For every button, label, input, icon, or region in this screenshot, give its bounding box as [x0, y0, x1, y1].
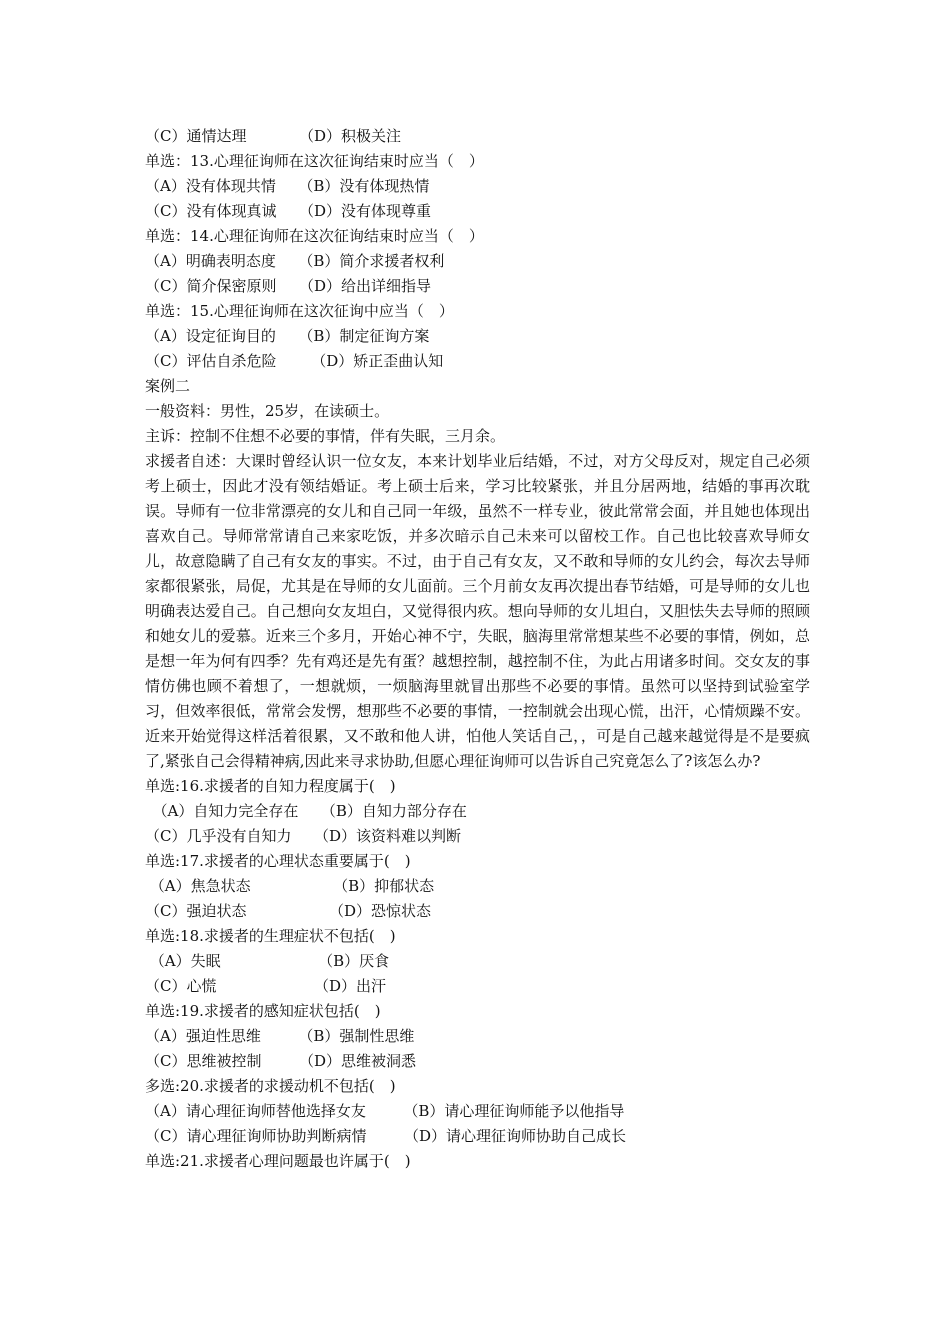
case-heading: 案例二	[145, 377, 191, 395]
question-16: 单选:16.求援者的自知力程度属于( )	[145, 777, 396, 795]
question-15: 单选：15.心理征询师在这次征询中应当（ ）	[145, 302, 454, 320]
option-line: （C）简介保密原则 （D）给出详细指导	[145, 277, 432, 295]
chief-complaint: 主诉：控制不住想不必要的事情，伴有失眠，三月余。	[145, 427, 506, 445]
option-line: （A）设定征询目的 （B）制定征询方案	[145, 327, 430, 345]
option-line: （A）强迫性思维 （B）强制性思维	[145, 1027, 415, 1045]
option-line: （A）请心理征询师替他选择女友 （B）请心理征询师能予以他指导	[145, 1102, 625, 1120]
option-line: （A）焦急状态 （B）抑郁状态	[145, 877, 435, 895]
question-20: 多选:20.求援者的求援动机不包括( )	[145, 1077, 396, 1095]
question-13: 单选：13.心理征询师在这次征询结束时应当（ ）	[145, 152, 484, 170]
question-14: 单选：14.心理征询师在这次征询结束时应当（ ）	[145, 227, 484, 245]
option-line: （C）请心理征询师协助判断病情 （D）请心理征询师协助自己成长	[145, 1127, 627, 1145]
option-line: （C）评估自杀危险 （D）矫正歪曲认知	[145, 352, 444, 370]
client-narrative: 求援者自述：大课时曾经认识一位女友，本来计划毕业后结婚，不过，对方父母反对，规定自己必须考上硕士，因此才没有领结婚证。考上硕士后来，学习比较紧张，并且分居两地，结婚的事再次耽误。导师有一位非常漂亮的女儿和自己同一年级，虽然不一样专业，彼此常常会面，并且她也体现出喜欢自己。导师常常请自己来家吃饭，并多次暗示自己未来可以留校工作。自己也比较喜欢导师女儿，故意隐瞒了自己有女友的事实。不过，由于自己有女友，又不敢和导师的女儿约会，每次去导师家都很紧张，局促，尤其是在导师的女儿面前。三个月前女友再次提出春节结婚，可是导师的女儿也明确表达爱自己。自己想向女友坦白，又觉得很内疚。想向导师的女儿坦白，又胆怯失去导师的照顾和她女儿的爱慕。近来三个多月，开始心神不宁，失眠，脑海里常常想某些不必要的事情，例如，总是想一年为何有四季？先有鸡还是先有蛋？越想控制，越控制不住，为此占用诸多时间。交女友的事情仿佛也顾不着想了，一想就烦，一烦脑海里就冒出那些不必要的事情。虽然可以坚持到试验室学习，但效率很低，常常会发愣，想那些不必要的事情，一控制就会出现心慌，出汗，心情烦躁不安。近来开始觉得这样活着很累，又不敢和他人讲，怕他人笑话自己，，可是自己越来越觉得是不是要疯了,紧张自己会得精神病,因此来寻求协助,但愿心理征询师可以告诉自己究竟怎么了?该怎么办?	[145, 452, 810, 770]
question-17: 单选:17.求援者的心理状态重要属于( )	[145, 852, 411, 870]
option-line: （A）自知力完全存在 （B）自知力部分存在	[145, 802, 467, 820]
bottom-section	[145, 774, 810, 1174]
general-info: 一般资料：男性，25岁，在读硕士。	[145, 402, 390, 420]
option-line: （C）心慌 （D）出汗	[145, 977, 387, 995]
option-line: （C）没有体现真诚 （D）没有体现尊重	[145, 202, 432, 220]
option-line: （A）明确表明态度 （B）简介求援者权利	[145, 252, 445, 270]
option-line: （C）几乎没有自知力 （D）该资料难以判断	[145, 827, 462, 845]
question-19: 单选:19.求援者的感知症状包括( )	[145, 1002, 381, 1020]
document-page	[145, 124, 810, 1174]
option-line: （A）没有体现共情 （B）没有体现热情	[145, 177, 430, 195]
option-line: （C）通情达理 （D）积极关注	[145, 127, 402, 145]
question-18: 单选:18.求援者的生理症状不包括( )	[145, 927, 396, 945]
option-line: （A）失眠 （B）厌食	[145, 952, 390, 970]
question-21: 单选:21.求援者心理问题最也许属于( )	[145, 1152, 411, 1170]
top-section	[145, 124, 810, 449]
option-line: （C）强迫状态 （D）恐惊状态	[145, 902, 432, 920]
option-line: （C）思维被控制 （D）思维被洞悉	[145, 1052, 417, 1070]
